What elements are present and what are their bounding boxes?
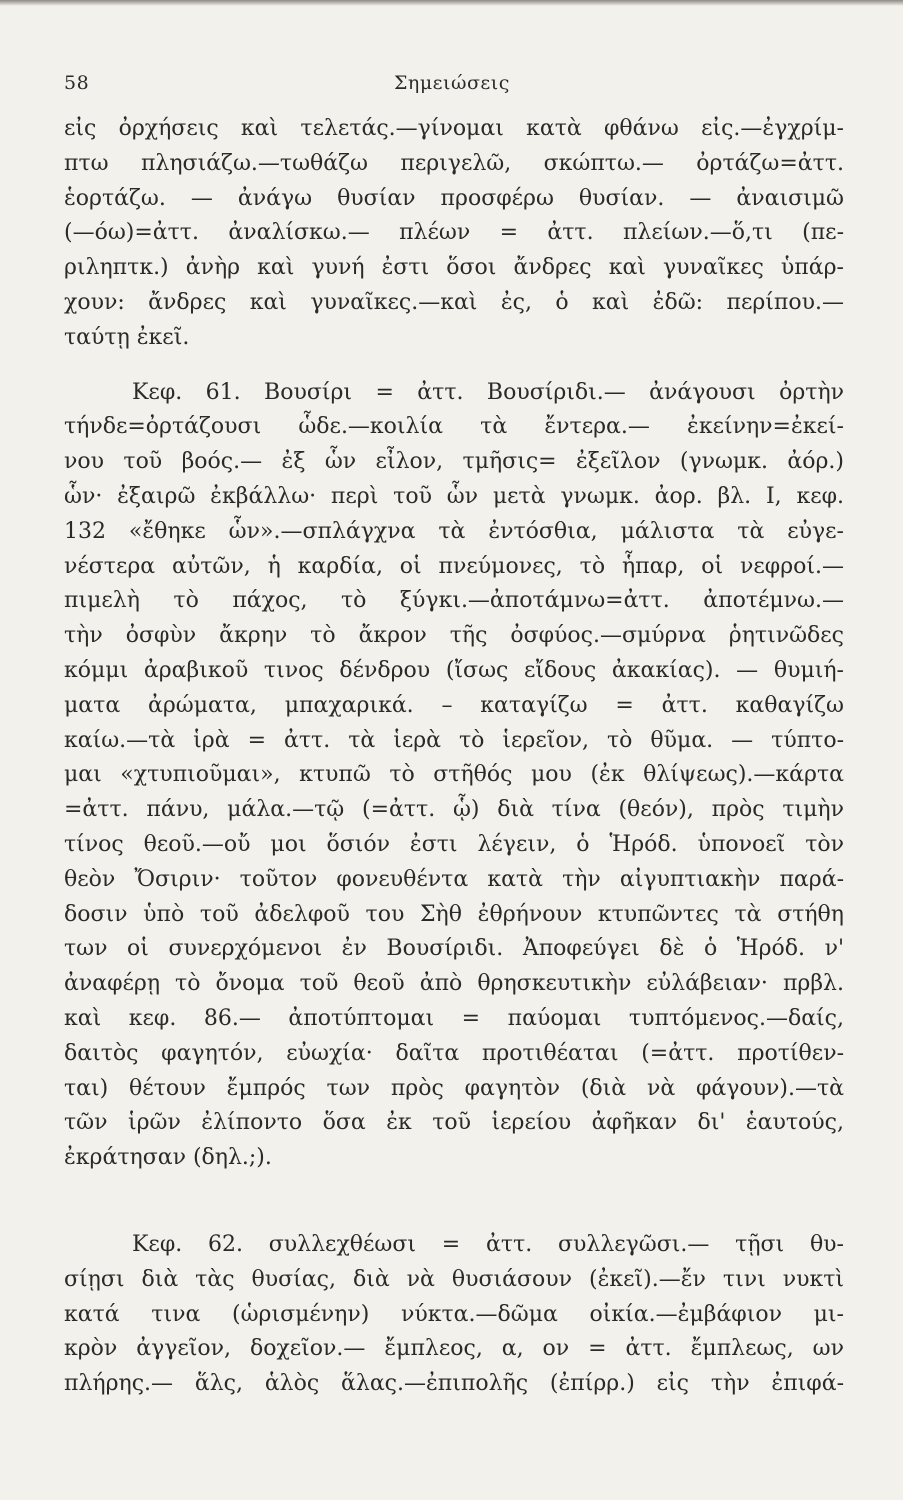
book-page xyxy=(64,66,844,1402)
text-line: (—όω)=ἀττ. ἀναλίσκω.— πλέων = ἀττ. πλείων.—ὅ,τι (πε- xyxy=(64,220,844,246)
text-line: ὧν· ἐξαιρῶ ἐκβάλλω· περὶ τοῦ ὧν μετὰ γνωμκ. ἀορ. βλ. Ι, κεφ. xyxy=(64,483,844,509)
text-line: ἑορτάζω. — ἀνάγω θυσίαν προσφέρω θυσίαν. — ἀναισιμῶ xyxy=(64,185,844,211)
text-line: μαι «χτυπιοῦμαι», κτυπῶ τὸ στῆθός μου (ἐκ θλίψεως).—κάρτα xyxy=(64,762,844,788)
text-line: χουν: ἄνδρες καὶ γυναῖκες.—καὶ ἐς, ὁ καὶ ἐδῶ: περίπου.— xyxy=(64,289,844,315)
text-line: ματα ἀρώματα, μπαχαρικά. – καταγίζω = ἀττ. καθαγίζω xyxy=(64,692,844,718)
text-line: κατά τινα (ὡρισμένην) νύκτα.—δῶμα οἰκία.—ἐμβάφιον μι- xyxy=(64,1301,844,1327)
text-line: ἐκράτησαν (δηλ.;). xyxy=(64,1145,272,1171)
page-number: 58 xyxy=(64,72,90,94)
text-line: πιμελὴ τὸ πάχος, τὸ ξύγκι.—ἀποτάμνω=ἀττ. ἀποτέμνω.— xyxy=(64,588,844,614)
text-line: Κεφ. 61. Βουσίρι = ἀττ. Βουσίριδι.— ἀνάγουσι ὀρτὴν xyxy=(132,379,844,405)
running-title: Σημειώσεις xyxy=(394,72,510,94)
text-line: δαιτὸς φαγητόν, εὐωχία· δαῖτα προτιθέαται (=ἀττ. προτίθεν- xyxy=(64,1040,844,1066)
text-line: τήνδε=ὀρτάζουσι ὧδε.—κοιλία τὰ ἔντερα.— ἐκείνην=ἐκεί- xyxy=(64,414,844,440)
text-line: νέστερα αὐτῶν, ἡ καρδία, οἱ πνεύμονες, τὸ ἧπαρ, οἱ νεφροί.— xyxy=(64,553,844,579)
text-line: 132 «ἔθηκε ὧν».—σπλάγχνα τὰ ἐντόσθια, μάλιστα τὰ εὐγε- xyxy=(64,518,844,544)
text-line: ριληπτκ.) ἀνὴρ καὶ γυνή ἐστι ὅσοι ἄνδρες καὶ γυναῖκες ὑπάρ- xyxy=(64,255,844,281)
text-line: πλήρης.— ἅλς, ἁλὸς ἅλας.—ἐπιπολῆς (ἐπίρρ.) εἰς τὴν ἐπιφά- xyxy=(64,1371,844,1397)
text-line: κόμμι ἀραβικοῦ τινος δένδρου (ἴσως εἴδους ἀκακίας). — θυμιή- xyxy=(64,657,844,683)
text-line: ται) θέτουν ἔμπρός των πρὸς φαγητὸν (διὰ νὰ φάγουν).—τὰ xyxy=(64,1075,844,1101)
paragraph-chapter-62 xyxy=(64,1228,844,1402)
text-line: καὶ κεφ. 86.— ἀποτύπτομαι = παύομαι τυπτόμενος.—δαίς, xyxy=(64,1005,844,1031)
text-line: δοσιν ὑπὸ τοῦ ἀδελφοῦ του Σὴθ ἐθρήνουν κτυπῶντες τὰ στήθη xyxy=(64,901,844,927)
text-line: ἀναφέρῃ τὸ ὄνομα τοῦ θεοῦ ἀπὸ θρησκευτικὴν εὐλάβειαν· πρβλ. xyxy=(64,971,844,997)
text-line: των οἱ συνερχόμενοι ἐν Βουσίριδι. Ἀποφεύγει δὲ ὁ Ἡρόδ. ν' xyxy=(64,936,844,962)
paragraph-notes-continued xyxy=(64,112,844,356)
text-line: θεὸν Ὄσιριν· τοῦτον φονευθέντα κατὰ τὴν αἰγυπτιακὴν παρά- xyxy=(64,866,844,892)
text-line: καίω.—τὰ ἱρὰ = ἀττ. τὰ ἱερὰ τὸ ἱερεῖον, τὸ θῦμα. — τύπτο- xyxy=(64,727,844,753)
paragraph-gap xyxy=(64,1176,844,1228)
text-line: τίνος θεοῦ.—οὔ μοι ὅσιόν ἐστι λέγειν, ὁ Ἡρόδ. ὑπονοεῖ τὸν xyxy=(64,831,844,857)
page-header xyxy=(64,66,844,112)
text-line: =ἀττ. πάνυ, μάλα.—τῷ (=ἀττ. ᾧ) διὰ τίνα (θεόν), πρὸς τιμὴν xyxy=(64,797,844,823)
text-line: ταύτῃ ἐκεῖ. xyxy=(64,324,190,350)
text-line: τῶν ἱρῶν ἐλίποντο ὅσα ἐκ τοῦ ἱερείου ἀφῆκαν δι' ἑαυτούς, xyxy=(64,1110,844,1136)
text-line: σίῃσι διὰ τὰς θυσίας, διὰ νὰ θυσιάσουν (ἐκεῖ).—ἔν τινι νυκτὶ xyxy=(64,1266,844,1292)
text-line: Κεφ. 62. συλλεχθέωσι = ἀττ. συλλεγῶσι.— τῇσι θυ- xyxy=(132,1231,844,1257)
paragraph-gap xyxy=(64,356,844,376)
text-line: πτω πλησιάζω.—τωθάζω περιγελῶ, σκώπτω.— ὀρτάζω=ἀττ. xyxy=(64,150,844,176)
page-top-edge xyxy=(0,0,903,6)
text-line: τὴν ὀσφὺν ἄκρην τὸ ἄκρον τῆς ὀσφύος.—σμύρνα ῥητινῶδες xyxy=(64,623,844,649)
paragraph-chapter-61 xyxy=(64,376,844,1176)
text-line: εἰς ὀρχήσεις καὶ τελετάς.—γίνομαι κατὰ φθάνω εἰς.—ἐγχρίμ- xyxy=(64,116,844,141)
text-line: νου τοῦ βοός.— ἐξ ὧν εἶλον, τμῆσις= ἐξεῖλον (γνωμκ. ἀόρ.) xyxy=(64,449,844,475)
text-line: κρὸν ἀγγεῖον, δοχεῖον.— ἔμπλεος, α, ον = ἀττ. ἔμπλεως, ων xyxy=(64,1336,844,1362)
